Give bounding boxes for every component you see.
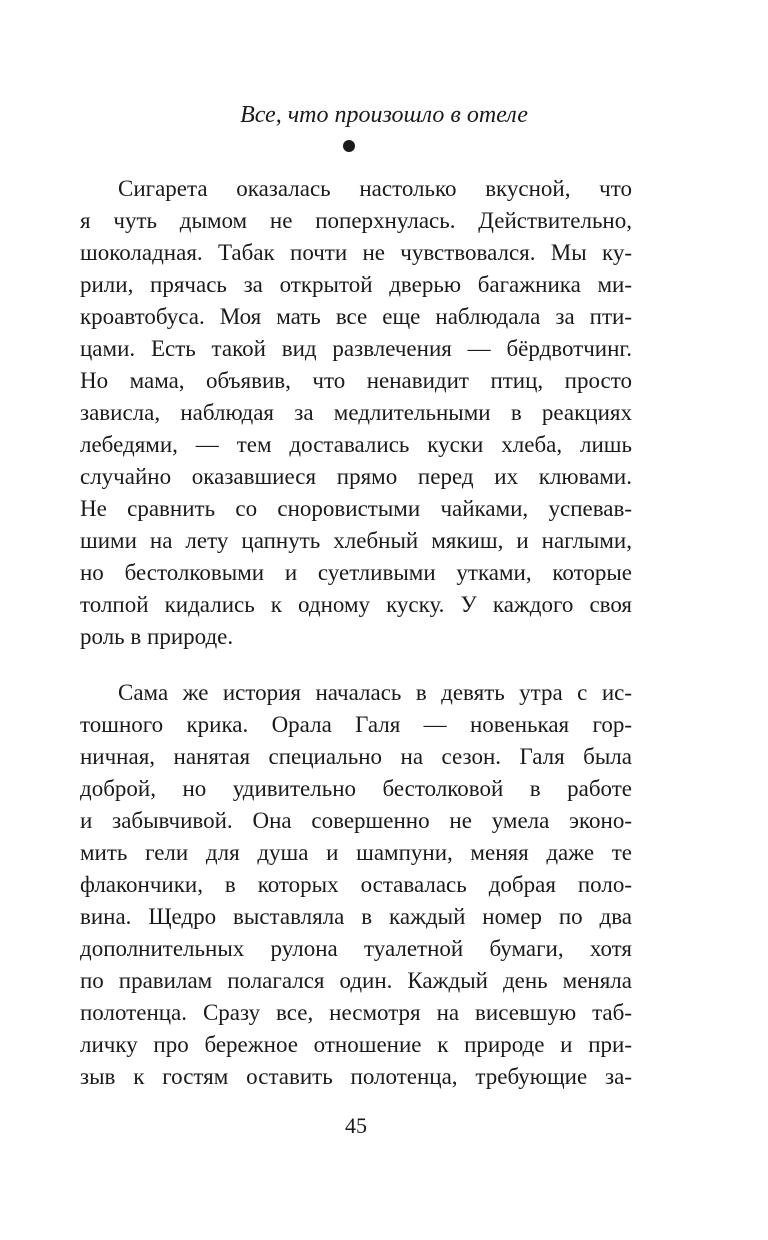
text-line: цами. Есть такой вид развлечения — бёрдвотчинг. <box>80 336 632 361</box>
text-line: тошного крика. Орала Галя — новенькая гор- <box>80 712 632 737</box>
text-line: но бестолковыми и суетливыми утками, которые <box>80 560 632 585</box>
text-line: личку про бережное отношение к природе и при- <box>80 1032 632 1057</box>
text-line: шоколадная. Табак почти не чувствовался. Мы ку- <box>80 240 632 265</box>
text-line: мить гели для душа и шампуни, меняя даже те <box>80 840 632 865</box>
text-line: полотенца. Сразу все, несмотря на висевшую таб- <box>80 1000 632 1025</box>
text-line: доброй, но удивительно бестолковой в работе <box>80 776 632 801</box>
text-line: Сигарета оказалась настолько вкусной, что <box>118 176 632 201</box>
text-line: лебедями, — тем доставались куски хлеба, лишь <box>80 432 632 457</box>
text-line: и забывчивой. Она совершенно не умела эконо- <box>80 808 632 833</box>
text-line: по правилам полагался один. Каждый день меняла <box>80 968 632 993</box>
ornament-dot <box>343 140 355 152</box>
text-line: случайно оказавшиеся прямо перед их клювами. <box>80 464 632 489</box>
text-line: вина. Щедро выставляла в каждый номер по два <box>80 904 632 929</box>
text-line: ничная, нанятая специально на сезон. Галя была <box>80 744 632 769</box>
text-line: Не сравнить со сноровистыми чайками, успевав- <box>80 496 632 521</box>
running-head: Все, что произошло в отеле <box>240 102 528 128</box>
text-line: флакончики, в которых оставалась добрая поло- <box>80 872 632 897</box>
text-line: Сама же история началась в девять утра с ис- <box>118 680 632 705</box>
text-line: толпой кидались к одному куску. У каждого своя <box>80 592 632 617</box>
text-line: зависла, наблюдая за медлительными в реакциях <box>80 400 632 425</box>
text-line: рили, прячась за открытой дверью багажника ми- <box>80 272 632 297</box>
text-line: роль в природе. <box>80 624 234 649</box>
text-line: кроавтобуса. Моя мать все еще наблюдала за пти- <box>80 304 632 329</box>
text-line: я чуть дымом не поперхнулась. Действительно, <box>80 208 632 233</box>
page-number: 45 <box>345 1113 367 1138</box>
text-line: дополнительных рулона туалетной бумаги, хотя <box>80 936 632 961</box>
text-line: шими на лету цапнуть хлебный мякиш, и наглыми, <box>80 528 632 553</box>
text-line: Но мама, объявив, что ненавидит птиц, просто <box>80 368 632 393</box>
text-line: зыв к гостям оставить полотенца, требующие за- <box>80 1064 632 1089</box>
